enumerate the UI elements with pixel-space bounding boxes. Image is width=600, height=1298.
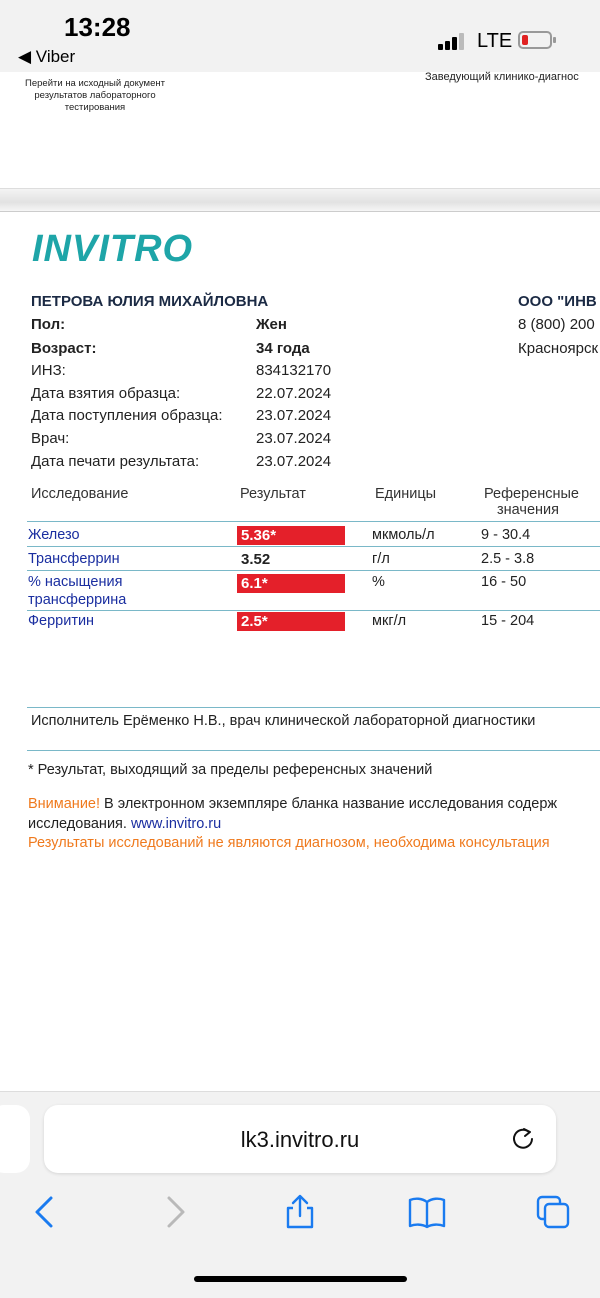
invitro-logo: INVITRO <box>32 228 194 270</box>
org-name: ООО "ИНВ <box>518 293 597 310</box>
row-units: мкг/л <box>372 613 407 629</box>
previous-tab-preview[interactable] <box>0 1105 30 1173</box>
gender-value: Жен <box>256 316 287 333</box>
disclaimer-text: Результаты исследований не являются диагнозом, необходима консультация <box>28 835 550 851</box>
row-divider <box>27 610 600 611</box>
signal-icon <box>438 32 468 50</box>
header-ref: Референсные <box>484 486 579 502</box>
source-document-link[interactable]: Перейти на исходный документ результатов лабораторного тестирования <box>25 78 165 113</box>
sample-received-label: Дата поступления образца: <box>31 407 223 424</box>
clock: 13:28 <box>64 12 131 42</box>
battery-icon <box>518 31 552 49</box>
study-prefix: исследования. <box>28 816 131 832</box>
home-indicator[interactable] <box>194 1276 407 1282</box>
share-icon[interactable] <box>282 1194 318 1230</box>
forward-icon[interactable] <box>157 1194 193 1230</box>
row-units: % <box>372 574 385 590</box>
row-divider <box>27 570 600 571</box>
row-study-name[interactable]: % насыщения <box>28 574 123 590</box>
age-value: 34 года <box>256 340 310 357</box>
result-value: 3.52 <box>241 551 271 568</box>
row-study-name[interactable]: Ферритин <box>28 613 95 629</box>
head-of-lab-text: Заведующий клинико-диагнос <box>425 71 579 83</box>
executor-text: Исполнитель Ерёменко Н.В., врач клинической лабораторной диагностики <box>31 713 536 729</box>
executor-divider-top <box>27 707 600 708</box>
row-study-name[interactable]: Железо <box>28 527 80 543</box>
sample-taken-label: Дата взятия образца: <box>31 385 181 402</box>
inz-value: 834132170 <box>256 362 332 379</box>
header-ref-line2: значения <box>497 502 559 518</box>
back-to-viber-link[interactable]: ◀ Viber <box>18 47 76 66</box>
result-flagged: 5.36* <box>237 526 345 545</box>
sample-taken-value: 22.07.2024 <box>256 385 332 402</box>
age-label: Возраст: <box>31 340 97 357</box>
patient-name: ПЕТРОВА ЮЛИЯ МИХАЙЛОВНА <box>31 293 269 310</box>
status-bar <box>0 0 600 72</box>
reload-icon[interactable] <box>510 1125 536 1151</box>
attention-label: Внимание! <box>28 796 101 812</box>
site-line <box>28 816 221 832</box>
row-ref: 15 - 204 <box>481 613 535 629</box>
print-date-label: Дата печати результата: <box>31 453 200 470</box>
org-phone: 8 (800) 200 <box>518 316 595 333</box>
row-units: мкмоль/л <box>372 527 435 543</box>
page-separator <box>0 188 600 212</box>
result-flagged: 2.5* <box>237 612 345 631</box>
header-study: Исследование <box>31 486 129 502</box>
row-ref: 2.5 - 3.8 <box>481 551 535 567</box>
row-ref: 9 - 30.4 <box>481 527 531 543</box>
executor-divider-bottom <box>27 750 600 751</box>
org-city: Красноярск <box>518 340 599 357</box>
reference-note: * Результат, выходящий за пределы референсных значений <box>28 762 433 778</box>
result-flagged: 6.1* <box>237 574 345 593</box>
row-study-name-line2[interactable]: трансферрина <box>28 592 127 608</box>
row-divider <box>27 546 600 547</box>
attention-text: В электронном экземпляре бланка название исследования содерж <box>100 796 558 812</box>
network-type: LTE <box>477 30 513 52</box>
gender-label: Пол: <box>31 316 66 333</box>
header-units: Единицы <box>375 486 437 502</box>
header-result: Результат <box>240 486 306 502</box>
doctor-value: 23.07.2024 <box>256 430 332 447</box>
print-date-value: 23.07.2024 <box>256 453 332 470</box>
table-divider <box>27 521 600 522</box>
sample-received-value: 23.07.2024 <box>256 407 332 424</box>
attention-line <box>28 796 557 812</box>
row-study-name[interactable]: Трансферрин <box>28 551 120 567</box>
back-icon[interactable] <box>27 1194 63 1230</box>
address-bar[interactable] <box>44 1105 556 1173</box>
row-ref: 16 - 50 <box>481 574 527 590</box>
bookmarks-icon[interactable] <box>408 1194 446 1230</box>
row-units: г/л <box>372 551 390 567</box>
doctor-label: Врач: <box>31 430 70 447</box>
tabs-icon[interactable] <box>535 1194 571 1230</box>
inz-label: ИНЗ: <box>31 362 66 379</box>
invitro-site-link[interactable]: www.invitro.ru <box>130 816 222 832</box>
url-text: lk3.invitro.ru <box>240 1127 360 1152</box>
